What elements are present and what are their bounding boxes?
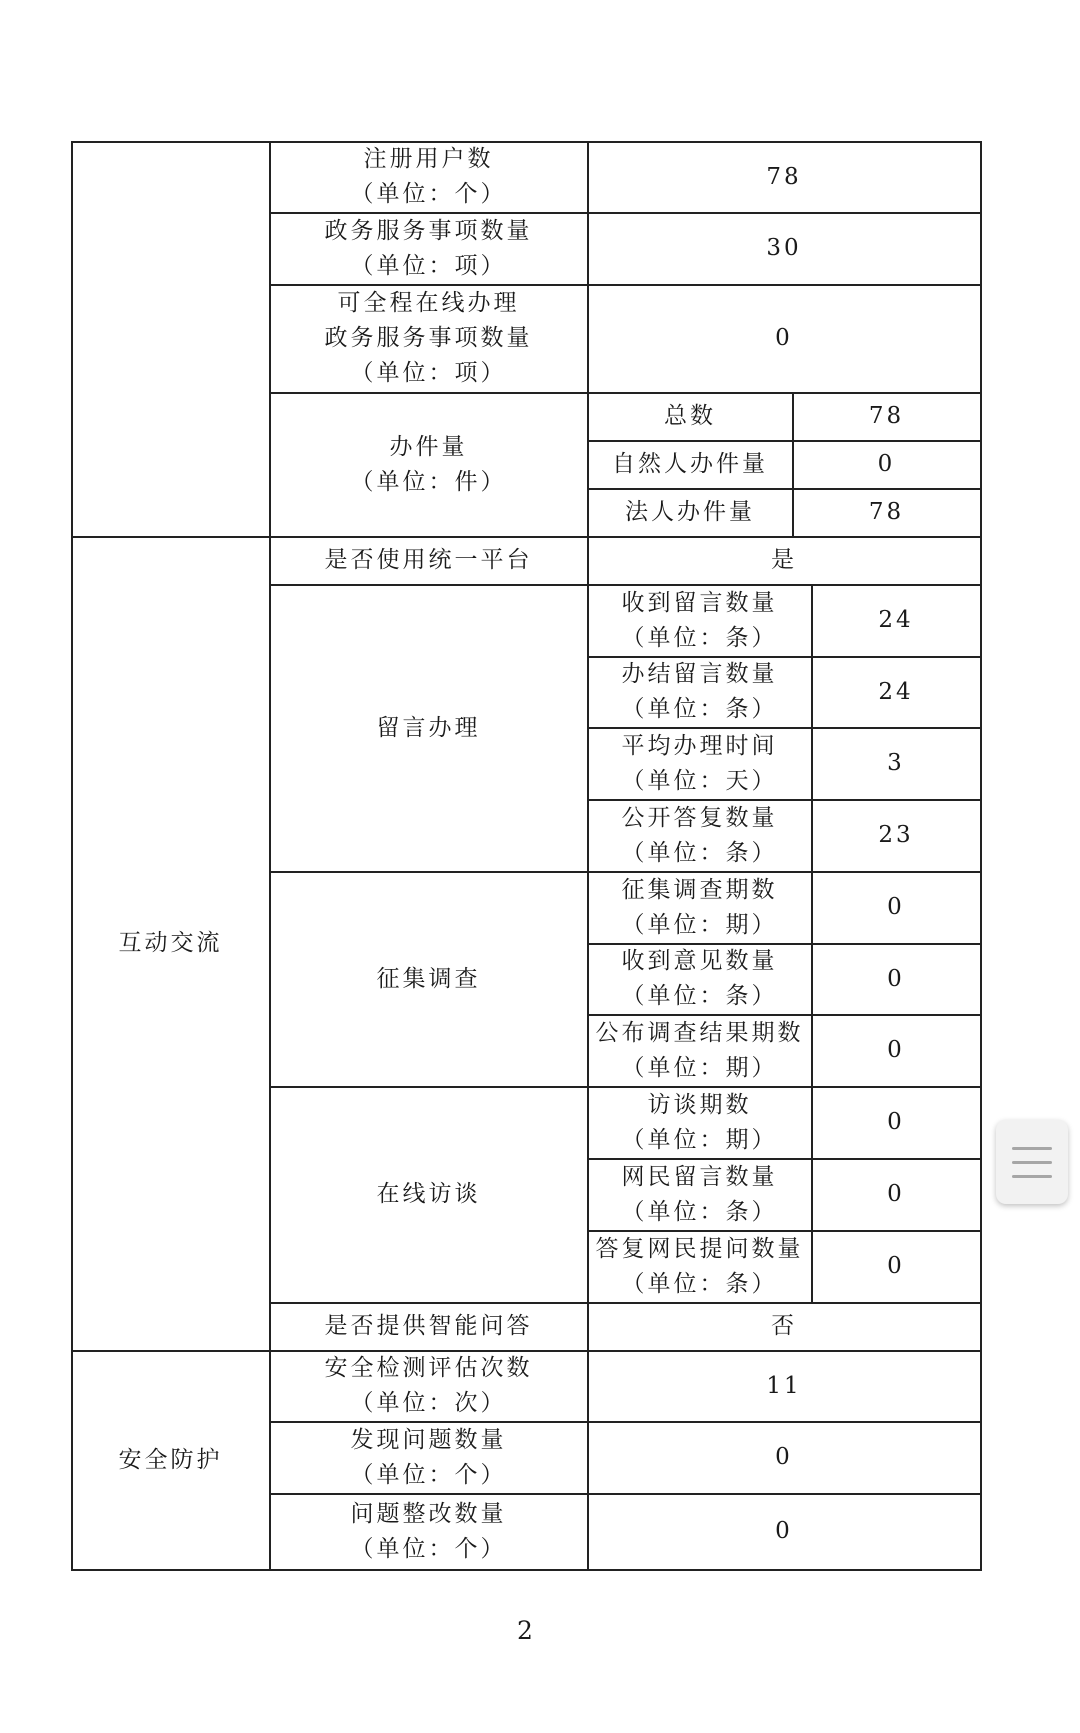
msg-public-label: 公开答复数量 （单位：条） [621,804,778,866]
online-items-value: 0 [775,325,793,351]
reg-users-label [270,142,587,212]
survey-results-label: 公布调查结果期数 （单位：期） [595,1019,804,1081]
smart-qa-label: 是否提供智能问答 [324,1313,533,1339]
cases-total-label: 总数 [664,403,716,429]
security-category: 安全防护 [118,1446,223,1473]
cases-natural-value: 0 [877,451,896,477]
hamburger-menu-button[interactable] [996,1120,1068,1204]
cases-unit: （单位：件） [350,468,507,495]
survey-opinions-value: 0 [887,965,905,992]
issues-found-label: 发现问题数量 （单位：个） [350,1426,507,1488]
messages-label: 留言办理 [376,714,481,741]
survey-results-value: 0 [887,1037,905,1063]
hamburger-menu-icon [1012,1147,1052,1150]
gov-items-label [270,213,587,284]
gov-items-value: 30 [766,235,802,261]
reg-users-title: 注册用户数 [363,146,494,172]
interview-answers-value: 0 [887,1253,905,1279]
msg-received-label: 收到留言数量 （单位：条） [621,589,778,651]
online-items-unit: （单位：项） [350,360,507,386]
interaction-category: 互动交流 [118,930,223,956]
unified-platform-label: 是否使用统一平台 [324,547,533,573]
reg-users-value: 78 [766,163,802,190]
gov-items-unit: （单位：项） [350,252,507,279]
unified-platform-value: 是 [771,547,797,573]
interview-answers-label: 答复网民提问数量 （单位：条） [595,1235,804,1297]
hamburger-menu-icon-bar [1012,1175,1052,1178]
online-items-line1: 可全程在线办理 [337,290,520,316]
cases-natural-label: 自然人办件量 [612,451,768,477]
interview-msgs-label: 网民留言数量 （单位：条） [621,1163,778,1225]
cases-legal-label: 法人办件量 [625,499,755,525]
interview-msgs-value: 0 [887,1181,905,1207]
security-checks-label: 安全检测评估次数 （单位：次） [324,1355,533,1416]
gov-items-title: 政务服务事项数量 [324,217,533,244]
reg-users-unit: （单位：个） [350,181,507,207]
page-number: 2 [517,1616,533,1645]
msg-public-value: 23 [878,822,914,848]
survey-opinions-label: 收到意见数量 （单位：条） [621,948,778,1009]
interview-label: 在线访谈 [376,1181,481,1207]
issues-fixed-label: 问题整改数量 （单位：个） [350,1500,507,1562]
interview-periods-label: 访谈期数 （单位：期） [621,1091,778,1153]
survey-label: 征集调查 [376,965,481,992]
smart-qa-value: 否 [771,1313,797,1339]
cases-legal-value: 78 [868,499,905,525]
msg-avg-value: 3 [887,750,905,776]
msg-received-value: 24 [878,607,914,633]
cases-label [270,393,587,536]
online-items-line2: 政务服务事项数量 [324,325,533,351]
cases-title: 办件量 [389,433,468,460]
online-items-label [270,285,587,392]
hamburger-menu-icon-bar [1012,1161,1052,1164]
portal-category-cell [72,142,269,536]
interview-periods-value: 0 [887,1109,905,1135]
msg-done-label: 办结留言数量 （单位：条） [621,661,778,722]
survey-periods-value: 0 [887,894,905,920]
msg-done-value: 24 [878,678,914,705]
msg-avg-label: 平均办理时间 （单位：天） [621,732,778,794]
cases-total-value: 78 [868,403,905,429]
issues-found-value: 0 [775,1444,793,1470]
survey-periods-label: 征集调查期数 （单位：期） [621,876,778,938]
security-checks-value: 11 [766,1372,802,1399]
issues-fixed-value: 0 [775,1518,793,1544]
